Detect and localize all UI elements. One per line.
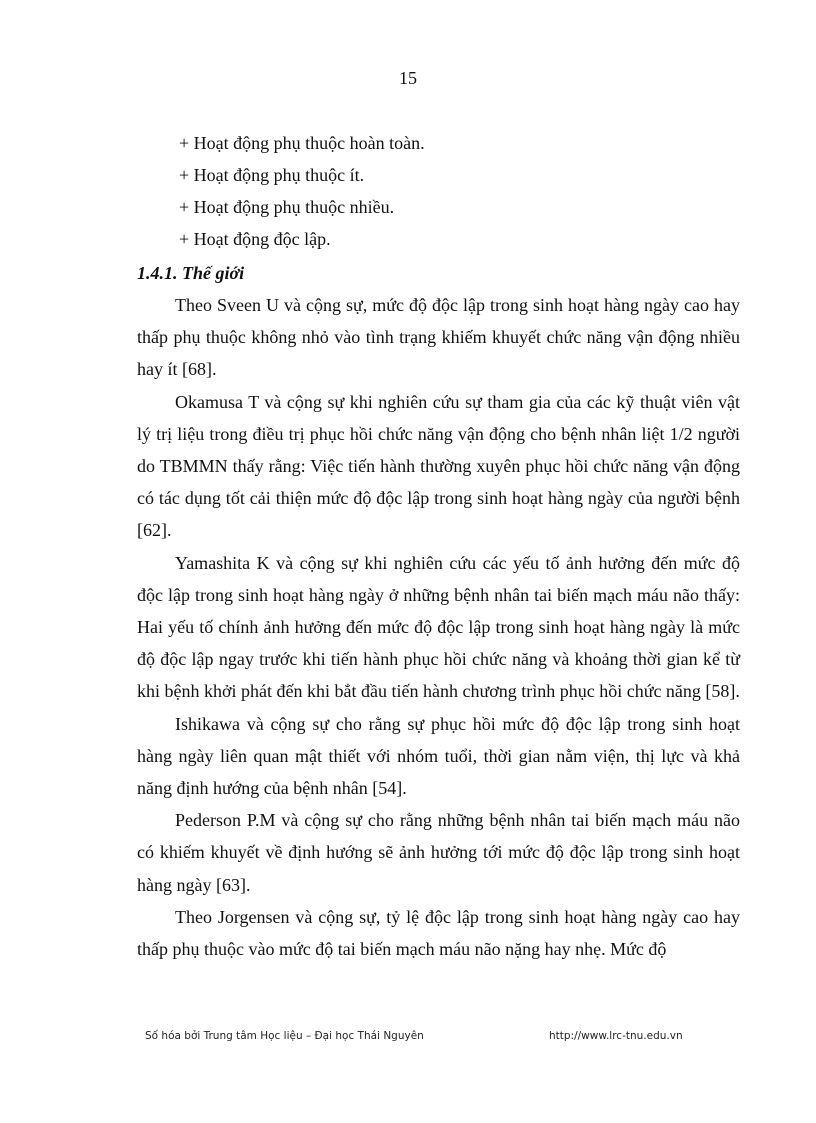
bullet-item: + Hoạt động phụ thuộc hoàn toàn.	[179, 133, 425, 153]
bullet-item: + Hoạt động độc lập.	[179, 229, 331, 249]
body-text	[137, 289, 740, 965]
footer-source: Số hóa bởi Trung tâm Học liệu – Đại học Thái Nguyên	[145, 1030, 424, 1042]
paragraph: Yamashita K và cộng sự khi nghiên cứu các yếu tố ảnh hưởng đến mức độ độc lập trong sinh hoạt hàng ngày ở những bệnh nhân tai biến mạch máu não thấy: Hai yếu tố chính ảnh hưởng đến mức độ độc lập trong sinh hoạt hàng ngày là mức độ độc lập ngay trước khi tiến hành phục hồi chức năng và khoảng thời gian kể từ khi bệnh khởi phát đến khi bắt đầu tiến hành chương trình phục hồi chức năng [58].	[137, 552, 740, 702]
footer-url: http://www.lrc-tnu.edu.vn	[549, 1030, 683, 1042]
bullet-item: + Hoạt động phụ thuộc ít.	[179, 165, 365, 185]
paragraph: Theo Sveen U và cộng sự, mức độ độc lập trong sinh hoạt hàng ngày cao hay thấp phụ thuộc không nhỏ vào tình trạng khiếm khuyết chức năng vận động nhiều hay ít [68].	[137, 295, 740, 380]
page-number: 15	[399, 68, 417, 88]
paragraph: Theo Jorgensen và cộng sự, tỷ lệ độc lập trong sinh hoạt hàng ngày cao hay thấp phụ thuộc vào mức độ tai biến mạch máu não nặng hay nhẹ. Mức độ	[137, 906, 740, 960]
section-heading: 1.4.1. Thế giới	[137, 263, 245, 283]
paragraph: Pederson P.M và cộng sự cho rằng những bệnh nhân tai biến mạch máu não có khiếm khuyết về định hướng sẽ ảnh hưởng tới mức độ độc lập trong sinh hoạt hàng ngày [63].	[137, 810, 740, 895]
bullet-item: + Hoạt động phụ thuộc nhiều.	[179, 197, 395, 217]
paragraph: Ishikawa và cộng sự cho rằng sự phục hồi mức độ độc lập trong sinh hoạt hàng ngày liên quan mật thiết với nhóm tuổi, thời gian nằm viện, thị lực và khả năng định hướng của bệnh nhân [54].	[137, 713, 740, 799]
paragraph: Okamusa T và cộng sự khi nghiên cứu sự tham gia của các kỹ thuật viên vật lý trị liệu trong điều trị phục hồi chức năng vận động cho bệnh nhân liệt 1/2 người do TBMMN thấy rằng: Việc tiến hành thường xuyên phục hồi chức năng vận động có tác dụng tốt cải thiện mức độ độc lập trong sinh hoạt hàng ngày của người bệnh [62].	[137, 391, 740, 541]
bullet-list	[179, 127, 425, 255]
